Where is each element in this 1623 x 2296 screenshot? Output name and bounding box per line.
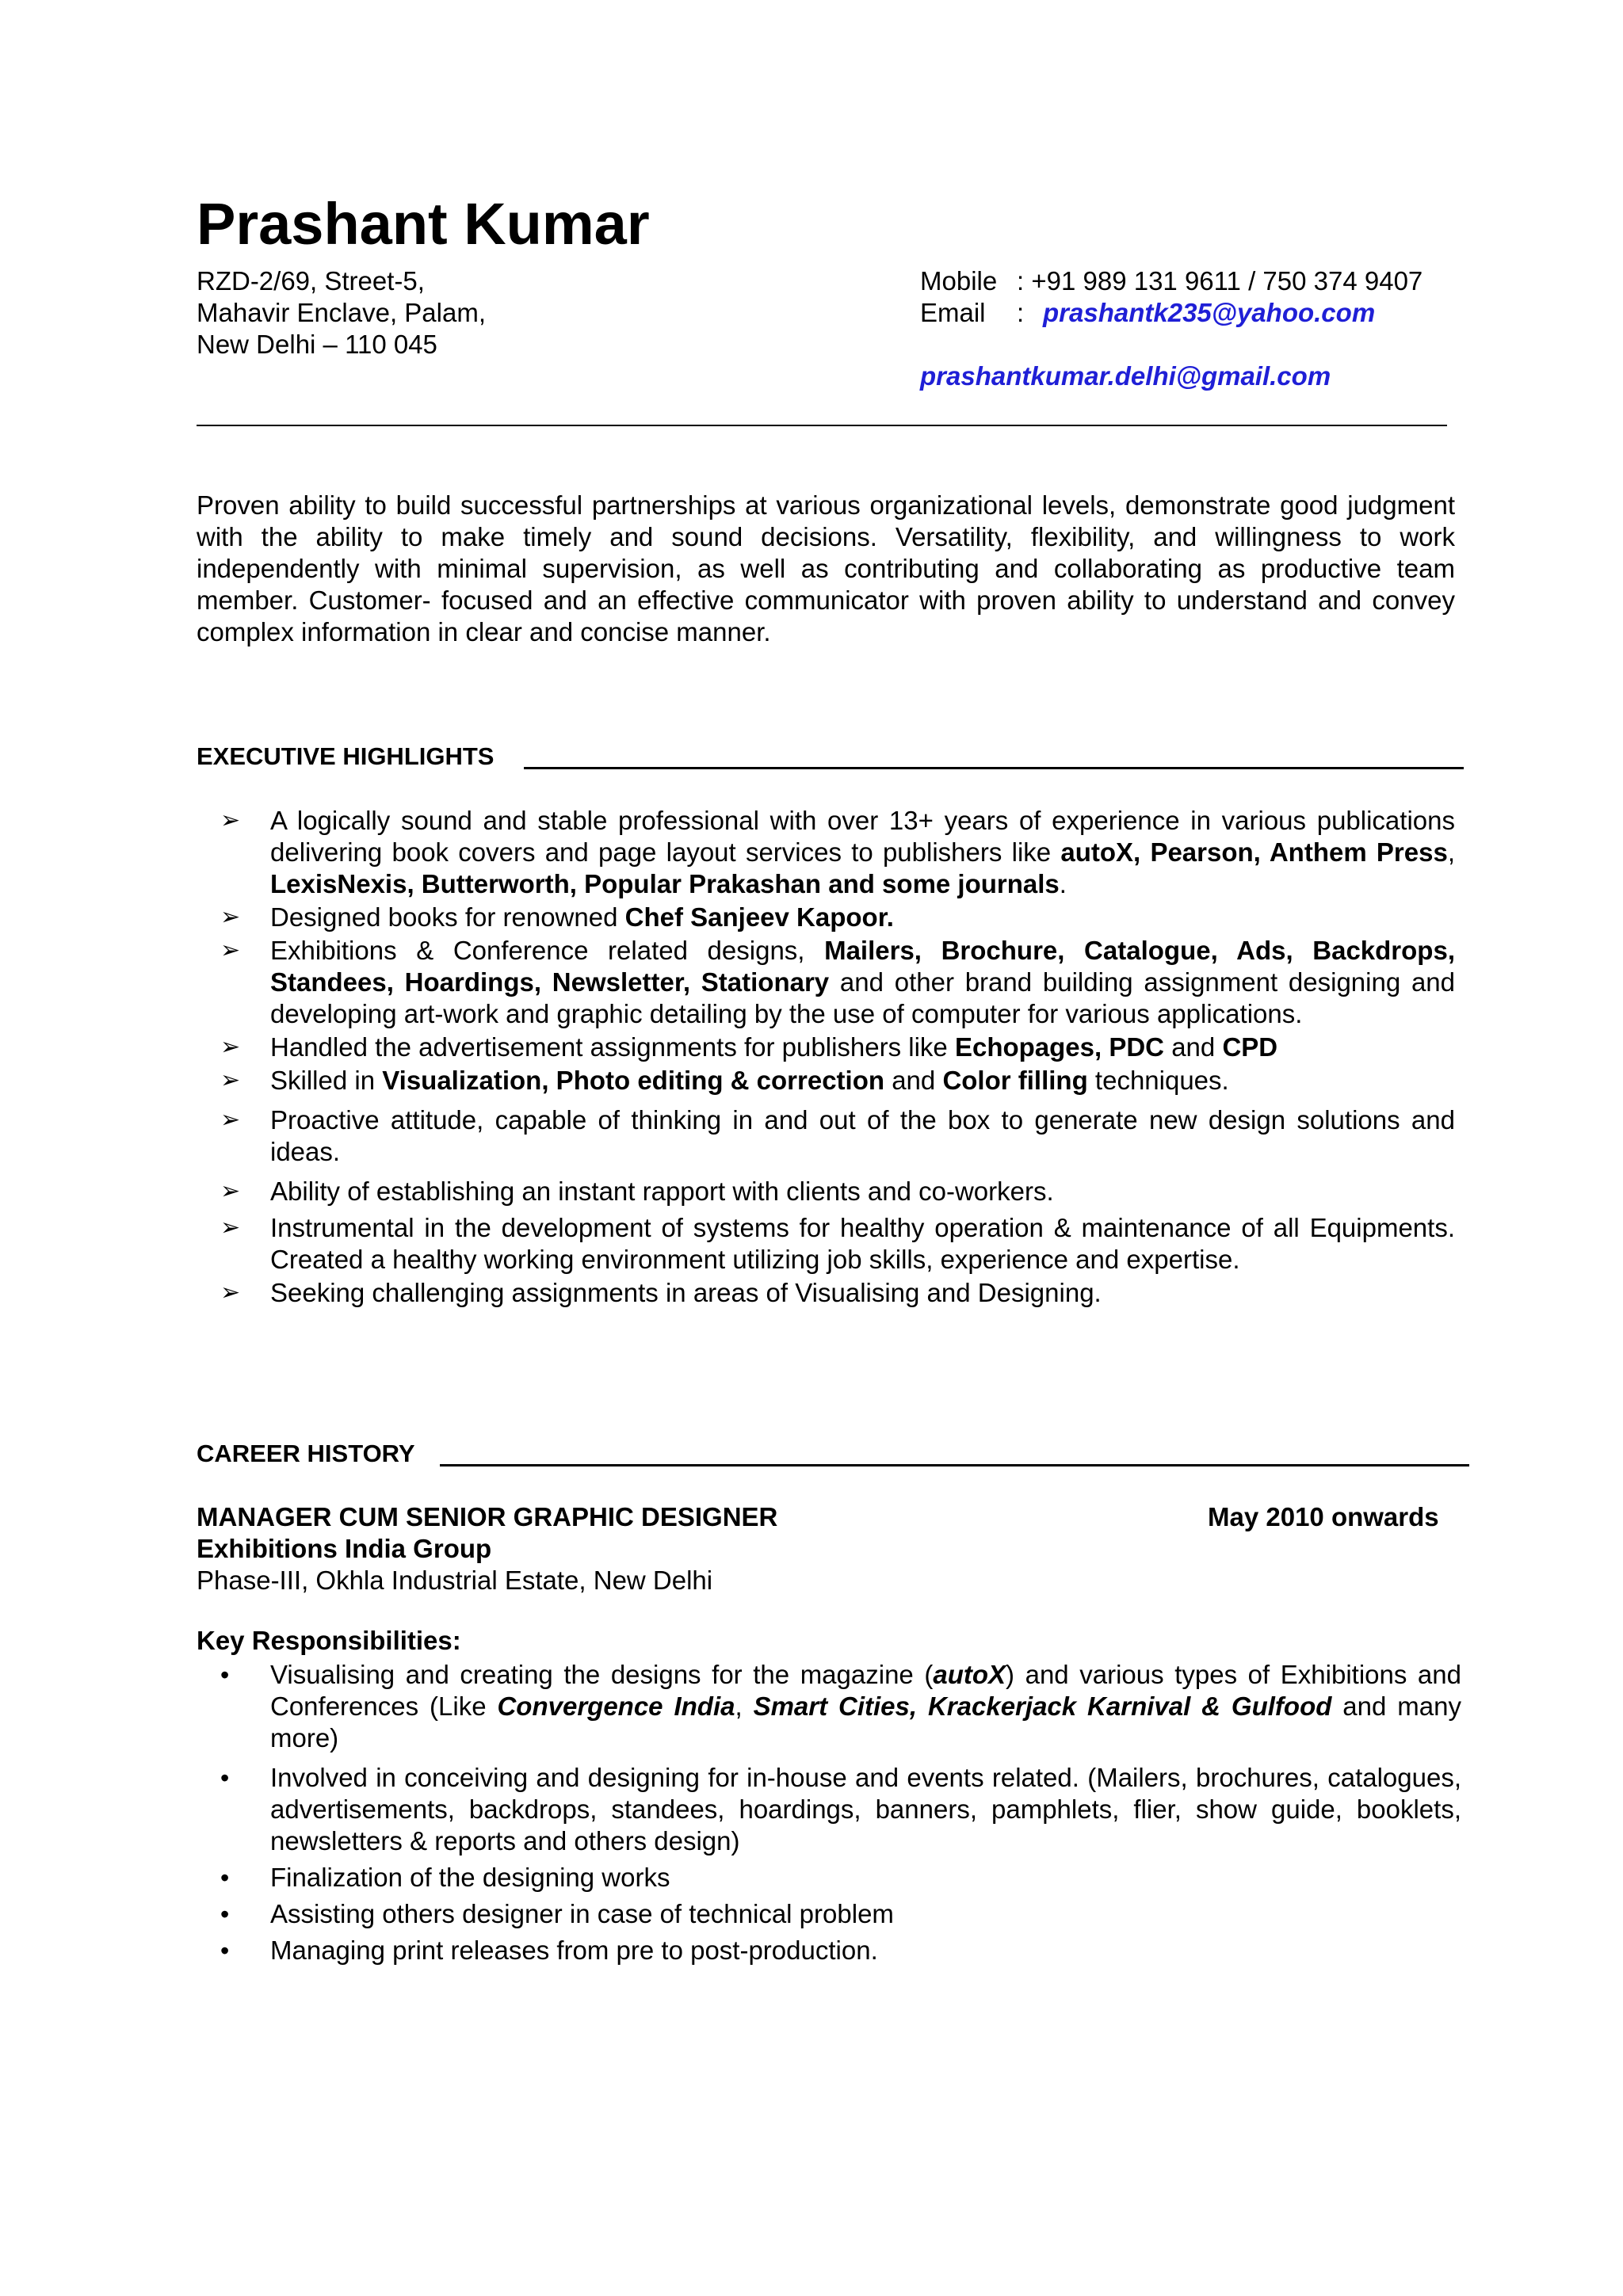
highlight-text: Skilled in [270,1066,383,1095]
highlight-emphasis: Echopages, PDC [954,1032,1165,1062]
highlight-text: Instrumental in the development of systems for healthy operation & maintenance of all Equipments. Created a healthy working environment utilizing job skills, experience and expertise. [270,1213,1455,1274]
highlight-text: Handled the advertisement assignments for publishers like [270,1032,955,1062]
arrow-bullet-icon: ➢ [220,1178,241,1204]
section-heading-executive-highlights: EXECUTIVE HIGHLIGHTS [197,742,495,770]
responsibilities-list [197,1659,1461,1966]
email-primary-link[interactable]: prashantk235@yahoo.com [1043,298,1376,327]
responsibility-text: ) and various types of Exhibitions and Conferences (Like [270,1660,1461,1721]
highlight-text: Seeking challenging assignments in areas of Visualising and Designing. [270,1278,1102,1307]
highlight-text: and [884,1066,943,1095]
list-item [197,805,1455,900]
responsibility-text: Finalization of the designing works [270,1863,670,1892]
mobile-value: : +91 989 131 9611 / 750 374 9407 [1017,266,1423,296]
email-separator: : [1017,298,1025,327]
list-item [197,1659,1461,1754]
highlight-text: A logically sound and stable professional with over 13+ years of experience in various publications delivering book covers and page layout services to publishers like [270,806,1455,867]
arrow-bullet-icon: ➢ [220,807,241,833]
list-item [197,1104,1455,1168]
list-item [197,1762,1461,1857]
job-date: May 2010 onwards [1208,1502,1439,1531]
profile-summary: Proven ability to build successful partnerships at various organizational levels, demonstrate good judgment with the ability to make timely and sound decisions. Versatility, flexibility, and willingness to work independently with minimal supervision, as well as contributing and collaborating as productive team member. Customer- focused and an effective communicator with proven ability to understand and convey complex information in clear and concise manner. [197,490,1455,646]
highlight-emphasis: autoX, Pearson, Anthem Press [1060,837,1448,867]
arrow-bullet-icon: ➢ [220,1067,241,1093]
list-item [197,1176,1455,1207]
highlight-emphasis: Color filling [942,1066,1088,1095]
candidate-name: Prashant Kumar [197,191,650,257]
responsibility-emphasis: Convergence India [497,1691,735,1721]
highlight-emphasis: LexisNexis, Butterworth, Popular Prakashan and some journals [270,869,1060,898]
highlight-emphasis: Mailers, Brochure, Catalogue, Ads, Backdrops, Standees, Hoardings, Newsletter, Stationary [270,936,1455,997]
responsibility-text: , [735,1691,754,1721]
highlights-list [197,805,1455,1309]
bullet-icon: • [220,1661,230,1689]
header-divider [197,425,1447,426]
section-rule-career-history [440,1464,1469,1466]
list-item [197,1277,1455,1309]
company-location: Phase-III, Okhla Industrial Estate, New Delhi [197,1566,713,1595]
bullet-icon: • [220,1900,230,1928]
bullet-icon: • [220,1863,230,1892]
job-title: MANAGER CUM SENIOR GRAPHIC DESIGNER [197,1502,778,1531]
responsibility-text: Involved in conceiving and designing for in-house and events related. (Mailers, brochures, catalogues, advertisements, backdrops, standees, hoardings, banners, pamphlets, flier, show guide, booklets, newsletters & reports and others design) [270,1763,1461,1855]
highlight-text: and [1164,1032,1223,1062]
email-secondary-link[interactable]: prashantkumar.delhi@gmail.com [920,361,1331,391]
list-item [197,1212,1455,1276]
bullet-icon: • [220,1936,230,1965]
address-line-1: RZD-2/69, Street-5, [197,266,425,296]
section-rule-executive-highlights [524,767,1464,769]
list-item [197,1935,1461,1966]
responsibility-text: Managing print releases from pre to post-production. [270,1936,878,1965]
list-item [197,1065,1455,1097]
arrow-bullet-icon: ➢ [220,1107,241,1133]
highlight-text: and other brand building assignment designing and developing art-work and graphic detailing by the use of computer for various applications. [270,967,1456,1028]
address-line-2: Mahavir Enclave, Palam, [197,298,486,327]
arrow-bullet-icon: ➢ [220,937,241,963]
company-name: Exhibitions India Group [197,1534,492,1563]
highlight-text: Exhibitions & Conference related designs, [270,936,825,965]
responsibility-text: Assisting others designer in case of technical problem [270,1899,894,1928]
highlight-text: Proactive attitude, capable of thinking in and out of the box to generate new design solutions and ideas. [270,1105,1455,1166]
bullet-icon: • [220,1764,230,1792]
arrow-bullet-icon: ➢ [220,1280,241,1306]
responsibility-emphasis: autoX [933,1660,1006,1689]
arrow-bullet-icon: ➢ [220,1034,241,1060]
list-item [197,1032,1455,1063]
responsibility-emphasis: Smart Cities, Krackerjack Karnival & Gulfood [753,1691,1332,1721]
highlight-emphasis: Chef Sanjeev Kapoor. [624,902,894,932]
mobile-label: Mobile [920,266,998,296]
highlight-text: techniques. [1087,1066,1229,1095]
highlight-text: Ability of establishing an instant rapport with clients and co-workers. [270,1177,1054,1206]
responsibility-text: Visualising and creating the designs for the magazine ( [270,1660,934,1689]
list-item [197,902,1455,933]
address-line-3: New Delhi – 110 045 [197,330,437,359]
arrow-bullet-icon: ➢ [220,1215,241,1241]
key-responsibilities-heading: Key Responsibilities: [197,1626,461,1655]
highlight-text: . [1059,869,1067,898]
email-label: Email [920,298,986,327]
highlight-emphasis: CPD [1222,1032,1278,1062]
section-heading-career-history: CAREER HISTORY [197,1440,415,1467]
list-item [197,1862,1461,1894]
responsibility-text: and many more) [270,1691,1461,1753]
arrow-bullet-icon: ➢ [220,904,241,930]
list-item [197,935,1455,1030]
highlight-text: , [1447,837,1456,867]
highlight-emphasis: Visualization, Photo editing & correction [382,1066,885,1095]
highlight-text: Designed books for renowned [270,902,625,932]
list-item [197,1898,1461,1930]
